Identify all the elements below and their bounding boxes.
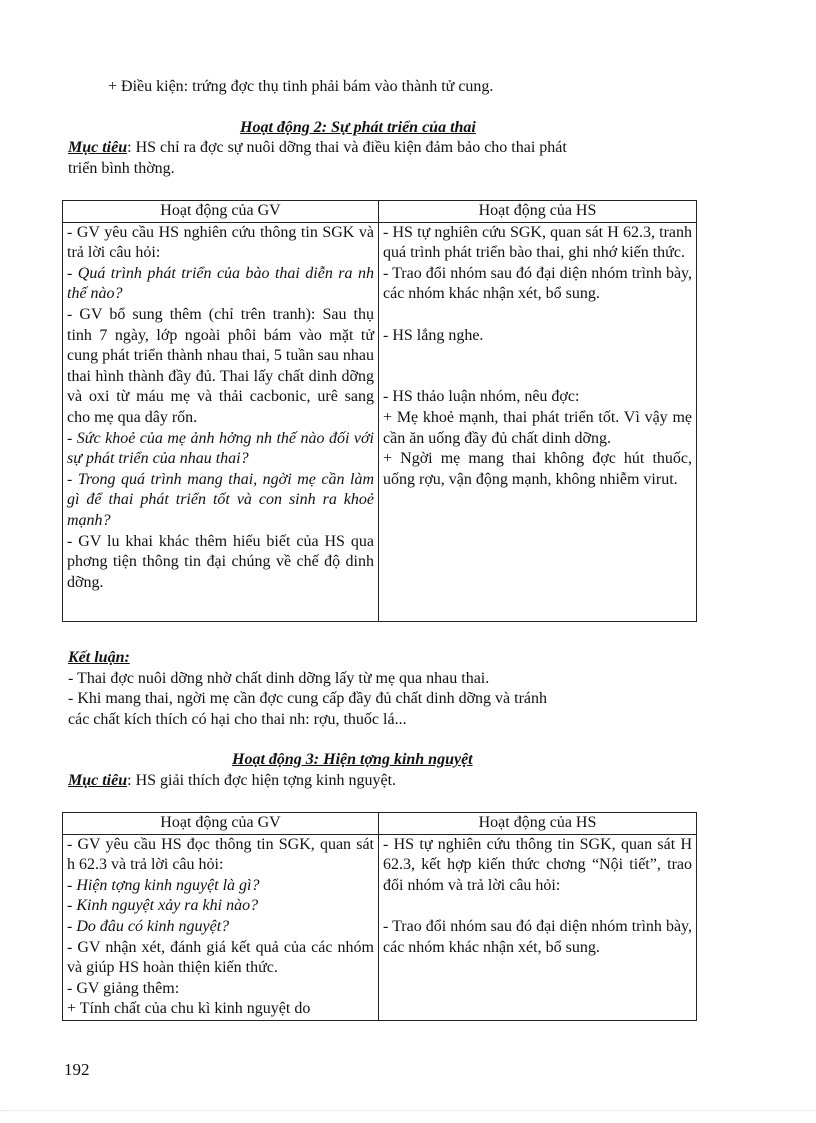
table-header-row — [63, 201, 697, 223]
goal-text: : HS chỉ ra đợc sự nuôi dỡng thai và điều kiện đảm bảo cho thai phát — [127, 139, 567, 156]
goal-text: : HS giải thích đợc hiện tợng kinh nguyệt. — [127, 772, 397, 789]
goal-label: Mục tiêu — [68, 139, 128, 156]
gv-item: - GV yêu cầu HS nghiên cứu thông tin SGK và trả lời câu hỏi: — [67, 223, 374, 262]
table-row — [63, 834, 697, 1020]
hs-item: - HS thảo luận nhóm, nêu đợc: — [383, 388, 580, 406]
activity2-table — [62, 200, 697, 622]
table-row — [63, 222, 697, 621]
hs-cell — [379, 222, 697, 621]
gv-question: - Do đâu có kinh nguyệt? — [67, 917, 230, 935]
gv-question: - Kinh nguyệt xảy ra khi nào? — [67, 897, 259, 915]
hs-item: + Mẹ khoẻ mạnh, thai phát triển tốt. Vì vậy mẹ cần ăn uống đầy đủ chất dinh dỡng. — [383, 408, 692, 447]
gv-question: - Quá trình phát triển của bào thai diễn ra nh thế nào? — [67, 264, 374, 303]
condition-line: + Điều kiện: trứng đợc thụ tinh phải bám vào thành tử cung. — [108, 78, 494, 95]
activity3-table — [62, 812, 697, 1021]
conclusion-line1: - Thai đợc nuôi dỡng nhờ chất dinh dỡng lấy từ mẹ qua nhau thai. — [68, 670, 490, 687]
hs-item: - Trao đổi nhóm sau đó đại diện nhóm trình bày, các nhóm khác nhận xét, bổ sung. — [383, 264, 692, 303]
table-header-row — [63, 813, 697, 835]
conclusion-line2: - Khi mang thai, ngời mẹ cần đợc cung cấp đầy đủ chất dinh dỡng và tránh — [68, 690, 548, 707]
gv-question: - Sức khoẻ của mẹ ảnh hởng nh thế nào đối với sự phát triển của nhau thai? — [67, 429, 374, 468]
hs-item: + Ngời mẹ mang thai không đợc hút thuốc, uống rợu, vận động mạnh, không nhiễm virut. — [383, 450, 692, 488]
activity2-title: Hoạt động 2: Sự phát triển của thai — [240, 119, 476, 136]
header-gv: Hoạt động của GV — [63, 201, 379, 223]
header-gv: Hoạt động của GV — [63, 813, 379, 835]
gv-item: - GV yêu cầu HS đọc thông tin SGK, quan sát h 62.3 và trả lời câu hỏi: — [67, 835, 374, 874]
hs-item: - HS tự nghiên cứu thông tin SGK, quan sát H 62.3, kết hợp kiến thức chơng “Nội tiết”, trao đổi nhóm và trả lời câu hỏi: — [383, 835, 692, 894]
gv-item: - GV giảng thêm: — [67, 979, 180, 997]
header-hs: Hoạt động của HS — [379, 813, 697, 835]
gv-question: - Trong quá trình mang thai, ngời mẹ cần làm gì để thai phát triển tốt và con sinh ra khoẻ mạnh? — [67, 470, 374, 529]
gv-question: - Hiện tợng kinh nguyệt là gì? — [67, 876, 260, 894]
activity3-goal-line1 — [68, 771, 396, 791]
header-hs: Hoạt động của HS — [379, 201, 697, 223]
footer-rule — [0, 1110, 816, 1111]
goal-label: Mục tiêu — [68, 772, 128, 789]
activity2-goal-line1 — [68, 138, 567, 158]
hs-item: - Trao đổi nhóm sau đó đại diện nhóm trình bày, các nhóm khác nhận xét, bổ sung. — [383, 917, 692, 956]
hs-item: - HS tự nghiên cứu SGK, quan sát H 62.3, tranh quá trình phát triển bào thai, ghi nhớ kiến thức. — [383, 223, 692, 262]
gv-item: - GV nhận xét, đánh giá kết quả của các nhóm và giúp HS hoàn thiện kiến thức. — [67, 938, 374, 977]
conclusion-line3: các chất kích thích có hại cho thai nh: rợu, thuốc lá... — [68, 711, 407, 728]
activity2-goal-line2: triển bình thờng. — [68, 160, 175, 177]
gv-cell — [63, 222, 379, 621]
gv-cell — [63, 834, 379, 1020]
hs-item: - HS lắng nghe. — [383, 326, 484, 344]
hs-cell — [379, 834, 697, 1020]
gv-item: - GV bổ sung thêm (chỉ trên tranh): Sau thụ tinh 7 ngày, lớp ngoài phôi bám vào mặt tử cung phát triển thành nhau thai, 5 tuần sau nhau thai hình thành đầy đủ. Thai lấy chất dinh dỡng và oxi từ máu mẹ và thải cacbonic, urê sang cho mẹ qua dây rốn. — [67, 305, 374, 426]
gv-item: - GV lu khai khác thêm hiểu biết của HS qua phơng tiện thông tin đại chúng về chế độ dinh dỡng. — [67, 532, 374, 591]
conclusion-label: Kết luận: — [68, 649, 130, 666]
activity3-title: Hoạt động 3: Hiện tợng kinh nguyệt — [232, 751, 473, 768]
page-number: 192 — [64, 1060, 90, 1079]
gv-item: + Tính chất của chu kì kinh nguyệt do — [67, 1000, 311, 1018]
